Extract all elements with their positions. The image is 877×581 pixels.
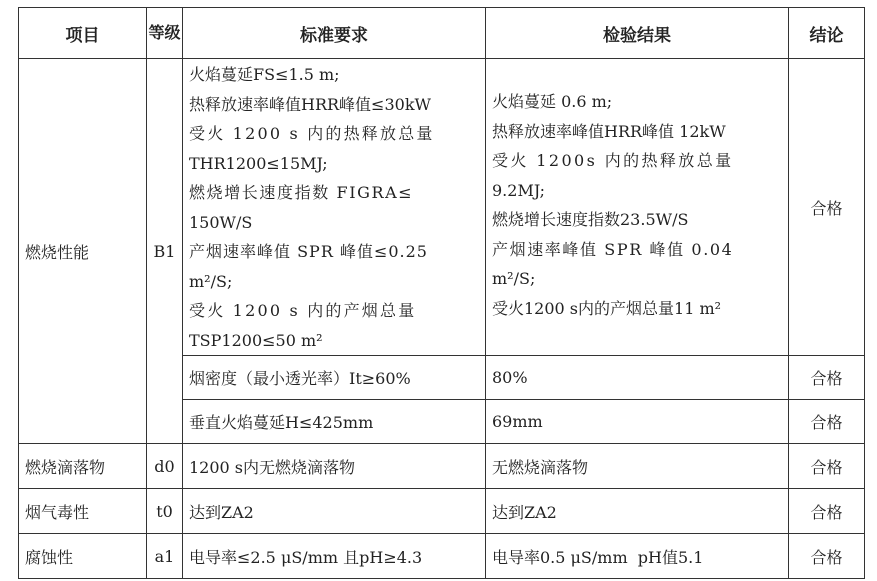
result-cell (486, 59, 789, 356)
header-item: 项目 (19, 8, 147, 59)
result-line: 受火 1200s 内的热释放总量 (492, 151, 734, 170)
standard-cell: 电导率≤2.5 μS/mm 且pH≥4.3 (183, 534, 486, 579)
standard-line: 燃烧增长速度指数 FIGRA≤ (189, 183, 414, 202)
result-cell: 80% (486, 356, 789, 400)
standard-line: 火焰蔓延FS≤1.5 m; (189, 65, 340, 84)
standard-line: 受火 1200 s 内的热释放总量 (189, 124, 435, 143)
result-cell: 电导率0.5 μS/mm pH值5.1 (486, 534, 789, 579)
header-standard: 标准要求 (183, 8, 486, 59)
standard-cell: 达到ZA2 (183, 489, 486, 534)
result-cell: 无燃烧滴落物 (486, 444, 789, 489)
header-conclusion: 结论 (789, 8, 865, 59)
header-result: 检验结果 (486, 8, 789, 59)
item-cell: 腐蚀性 (19, 534, 147, 579)
result-line: 火焰蔓延 0.6 m; (492, 92, 613, 111)
table-row (19, 534, 865, 579)
result-line: 燃烧增长速度指数23.5W/S (492, 210, 689, 229)
result-cell: 69mm (486, 400, 789, 444)
header-row (19, 8, 865, 59)
conclusion-cell: 合格 (789, 59, 865, 356)
standard-cell (183, 59, 486, 356)
table-row (19, 489, 865, 534)
inspection-table (18, 7, 865, 579)
standard-line: THR1200≤15MJ; (189, 153, 328, 173)
standard-line: TSP1200≤50 m² (189, 330, 323, 350)
conclusion-cell: 合格 (789, 489, 865, 534)
result-line: 9.2MJ; (492, 180, 545, 200)
conclusion-cell: 合格 (789, 534, 865, 579)
result-line: 产烟速率峰值 SPR 峰值 0.04 (492, 239, 734, 259)
result-line: m²/S; (492, 269, 536, 288)
table-row (19, 59, 865, 356)
standard-line: 产烟速率峰值 SPR 峰值≤0.25 (189, 242, 428, 261)
standard-line: 热释放速率峰值HRR峰值≤30kW (189, 94, 431, 114)
conclusion-cell: 合格 (789, 356, 865, 400)
standard-cell: 烟密度（最小透光率）It≥60% (183, 356, 486, 400)
standard-cell: 1200 s内无燃烧滴落物 (183, 444, 486, 489)
item-cell: 燃烧性能 (19, 59, 147, 444)
result-line: 热释放速率峰值HRR峰值 12kW (492, 121, 726, 141)
grade-cell: B1 (147, 59, 183, 444)
conclusion-cell: 合格 (789, 444, 865, 489)
table-row (19, 444, 865, 489)
standard-line: m²/S; (189, 271, 233, 291)
result-cell: 达到ZA2 (486, 489, 789, 534)
item-cell: 燃烧滴落物 (19, 444, 147, 489)
result-line: 受火1200 s内的产烟总量11 m² (492, 298, 722, 318)
standard-line: 150W/S (189, 212, 253, 232)
standard-cell: 垂直火焰蔓延H≤425mm (183, 400, 486, 444)
item-cell: 烟气毒性 (19, 489, 147, 534)
conclusion-cell: 合格 (789, 400, 865, 444)
standard-line: 受火 1200 s 内的产烟总量 (189, 301, 417, 320)
grade-cell: d0 (147, 444, 183, 489)
header-grade: 等级 (147, 8, 183, 59)
grade-cell: a1 (147, 534, 183, 579)
grade-cell: t0 (147, 489, 183, 534)
